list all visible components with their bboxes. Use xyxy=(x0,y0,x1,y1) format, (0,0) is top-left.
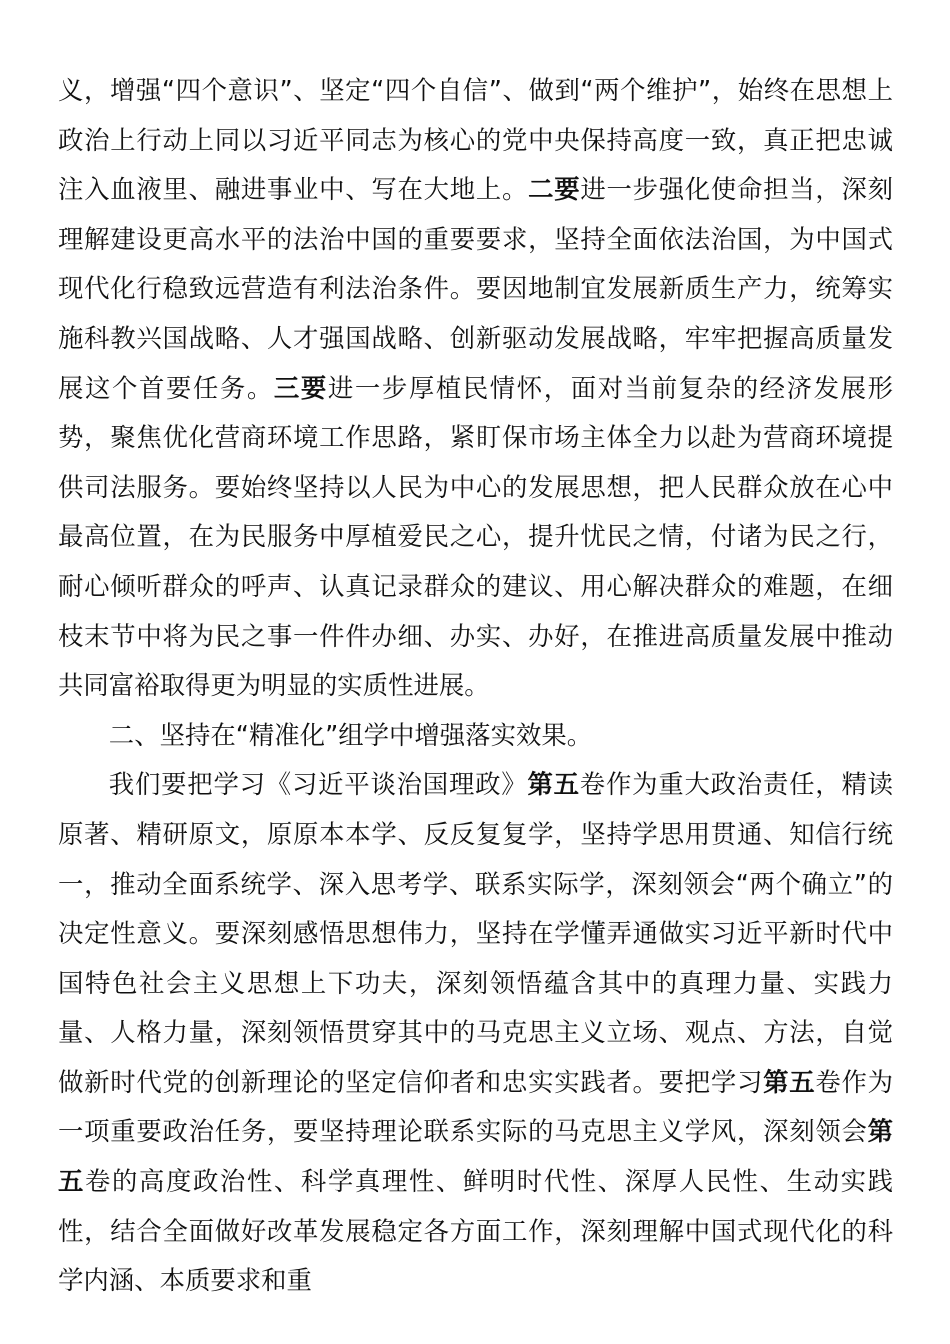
section-heading: 二、坚持在“精准化”组学中增强落实效果。 xyxy=(108,719,593,750)
paragraph-text: 卷作为重大政治责任，精读原著、精研原文，原原本本学、反反复复学，坚持学思用贯通、知信行统一，推动全面系统学、深入思考学、联系实际学，深刻领会“两个确立”的决定性意义。要深刻感悟思想伟力，坚持在学懂弄通做实习近平新时代中国特色社会主义思想上下功夫，深刻领悟蕴含其中的真理力量、实践力量、人格力量，深刻领悟贯穿其中的马克思主义立场、观点、方法，自觉做新时代党的创新理论的坚定信仰者和忠实实践者。要把学习 xyxy=(58,769,894,1097)
bold-keyword: 第五 xyxy=(58,1116,893,1197)
paragraph-text: 进一步厚植民情怀，面对当前复杂的经济发展形势，聚焦优化营商环境工作思路，紧盯保市场主体全力以赴为营商环境提供司法服务。要始终坚持以人民为中心的发展思想，把人民群众放在心中最高位置，在为民服务中厚植爱民之心，提升忧民之情，付诸为民之行，耐心倾听群众的呼声、认真记录群众的建议、用心解决群众的难题，在细枝末节中将为民之事一件件办细、办实、办好，在推进高质量发展中推动共同富裕取得更为明显的实质性进展。 xyxy=(58,372,894,701)
bold-keyword: 三要 xyxy=(273,372,328,403)
paragraph-text: 义，增强“四个意识”、坚定“四个自信”、做到“两个维护”，始终在思想上政治上行动上同以习近平同志为核心的党中央保持高度一致，真正把忠诚注入血液里、融进事业中、写在大地上。 xyxy=(58,75,893,205)
paragraph-text: 我们要把学习《习近平谈治国理政》 xyxy=(108,769,528,800)
paragraph-text: 卷作为一项重要政治任务，要坚持理论联系实际的马克思主义学风，深刻领会 xyxy=(58,1066,894,1147)
paragraph-text: 卷的高度政治性、科学真理性、鲜明时代性、深厚人民性、生动实践性，结合全面做好改革发展稳定各方面工作，深刻理解中国式现代化的科学内涵、本质要求和重 xyxy=(58,1166,894,1296)
bold-keyword: 第五 xyxy=(763,1066,816,1097)
bold-keyword: 第五 xyxy=(527,769,580,800)
paragraph-continued xyxy=(58,66,893,711)
paragraph-text: 进一步强化使命担当，深刻理解建设更高水平的法治中国的重要要求，坚持全面依法治国，为中国式现代化行稳致远营造有利法治条件。要因地制宜发展新质生产力，统筹实施科教兴国战略、人才强国战略、创新驱动发展战略，牢牢把握高质量发展这个首要任务。 xyxy=(58,174,894,403)
paragraph-study xyxy=(58,760,893,1306)
bold-keyword: 二要 xyxy=(528,174,581,205)
document-page xyxy=(58,66,893,1306)
